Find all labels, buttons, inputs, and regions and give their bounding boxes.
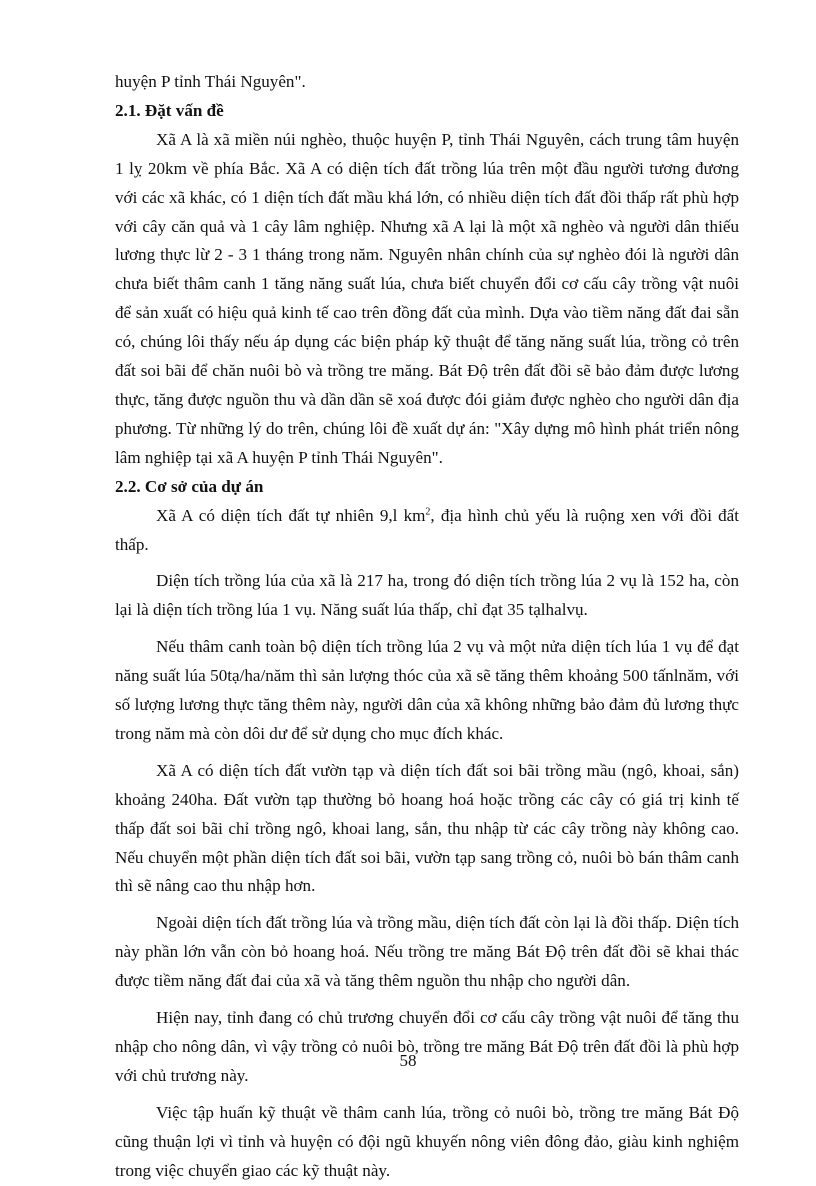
paragraph-intensification: Nếu thâm canh toàn bộ diện tích trồng lúa 2 vụ và một nửa diện tích lúa 1 vụ để đạt năng suất lúa 50tạ/ha/năm thì sản lượng thóc của xã sẽ tăng thêm khoảng 500 tấnlnăm, với số lượng lương thực tăng thêm này, người dân của xã không những bảo đảm đủ lương thực trong năm mà còn dôi dư để sử dụng cho mục đích khác. (115, 637, 739, 743)
section-heading-2-1: 2.1. Đặt vấn đề (115, 100, 224, 120)
paragraph-natural-area (115, 502, 739, 560)
paragraph-training: Việc tập huấn kỹ thuật về thâm canh lúa, trồng cỏ nuôi bò, trồng tre măng Bát Độ cũng thuận lợi vì tỉnh và huyện có đội ngũ khuyến nông viên đông đảo, giàu kinh nghiệm trong việc chuyển giao các kỹ thuật này. (115, 1102, 739, 1180)
page-number: 58 (399, 1051, 417, 1070)
area-text-before: Xã A có diện tích đất tự nhiên 9,l km (156, 505, 426, 525)
paragraph-province-policy: Hiện nay, tỉnh đang có chủ trương chuyển đổi cơ cấu cây trồng vật nuôi để tăng thu nhập cho nông dân, vì vậy trồng cỏ nuôi bò, trồng tre măng Bát Độ trên đất đồi là phù hợp với chủ trương này. (115, 1008, 739, 1085)
section-heading-2-2: 2.2. Cơ sở của dự án (115, 476, 264, 496)
area-superscript: 2 (425, 505, 431, 517)
paragraph-garden-land: Xã A có diện tích đất vườn tạp và diện tích đất soi bãi trồng mầu (ngô, khoai, sắn) khoảng 240ha. Đất vườn tạp thường bỏ hoang hoá hoặc trồng các cây có giá trị kinh tế thấp đất soi bãi chỉ trồng ngô, khoai lang, sắn, thu nhập từ các cây trồng này không cao. Nếu chuyển một phần diện tích đất soi bãi, vườn tạp sang trồng cỏ, nuôi bò bán thâm canh thì sẽ nâng cao thu nhập hơn. (115, 760, 739, 896)
area-text-after: , địa hình chủ yếu là ruộng xen với đồi đất thấp. (115, 505, 739, 554)
document-page (115, 68, 739, 1186)
paragraph-hill-land: Ngoài diện tích đất trồng lúa và trồng mầu, diện tích đất còn lại là đồi thấp. Diện tích này phần lớn vẫn còn bỏ hoang hoá. Nếu trồng tre măng Bát Độ trên đất đồi sẽ khai thác được tiềm năng đất đai của xã và tăng thêm nguồn thu nhập cho người dân. (115, 913, 739, 991)
continuation-line: huyện P tỉnh Thái Nguyên". (115, 72, 306, 91)
paragraph-rice-area: Diện tích trồng lúa của xã là 217 ha, trong đó diện tích trồng lúa 2 vụ là 152 ha, còn lại là diện tích trồng lúa 1 vụ. Năng suất lúa thấp, chỉ đạt 35 tạlhalvụ. (115, 571, 739, 620)
paragraph-problem-statement: Xã A là xã miền núi nghèo, thuộc huyện P, tỉnh Thái Nguyên, cách trung tâm huyện 1 lỵ 20km về phía Bắc. Xã A có diện tích đất trồng lúa trên một đầu người tương đương với các xã khác, có 1 diện tích đất mầu khá lớn, có nhiều diện tích đất đồi thấp rất phù hợp với cây căn quả và 1 cây lâm nghiệp. Nhưng xã A lại là một xã nghèo và người dân thiếu lương thực lừ 2 - 3 1 tháng trong năm. Nguyên nhân chính của sự nghèo đói là người dân chưa biết thâm canh 1 tăng năng suất lúa, chưa biết chuyển đổi cơ cấu cây trồng vật nuôi để sản xuất có hiệu quả kinh tế cao trên đồng đất của mình. Dựa vào tiềm năng đất đai sẵn có, chúng lôi thấy nếu áp dụng các biện pháp kỹ thuật để tăng năng suất lúa, trồng cỏ trên đất soi bãi để chăn nuôi bò và trồng tre măng. Bát Độ trên đất đồi sẽ bảo đảm được lương thực, tăng được nguồn thu và dần dần sẽ xoá được đói giảm được nghèo cho người dân địa phương. Từ những lý do trên, chúng lôi đề xuất dự án: "Xây dựng mô hình phát triển nông lâm nghiệp tại xã A huyện P tỉnh Thái Nguyên". (115, 129, 739, 467)
